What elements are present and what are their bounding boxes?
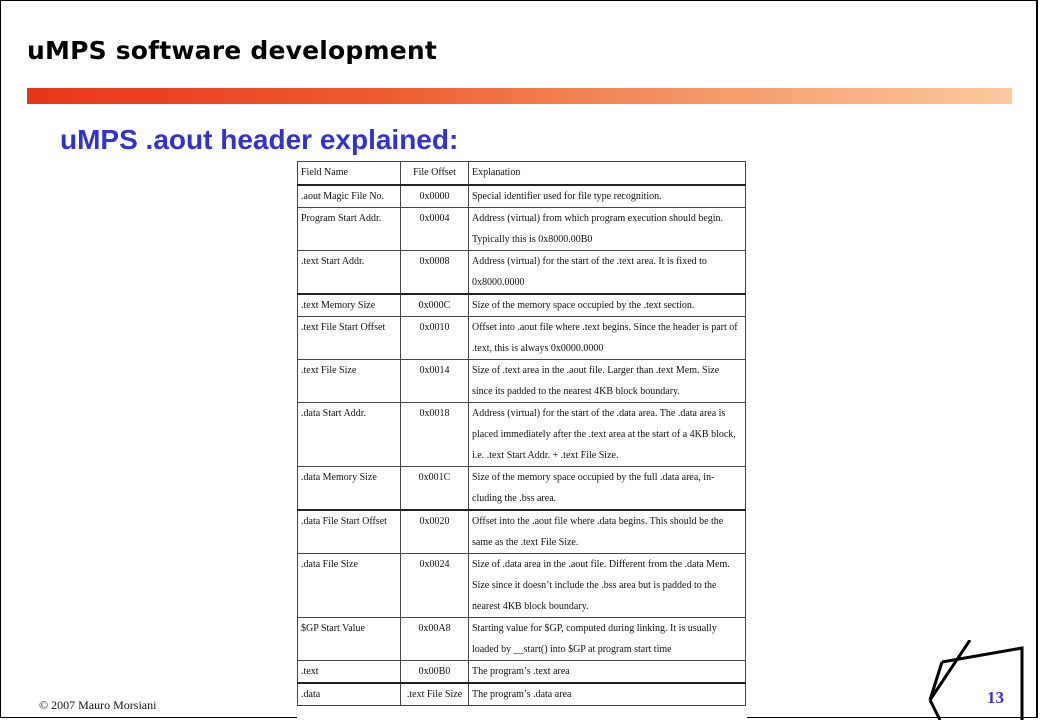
cell-file-offset: 0x001C	[401, 467, 469, 511]
cell-field-name: .text Memory Size	[298, 294, 401, 317]
cell-field-name: .data	[298, 683, 401, 706]
cell-file-offset: 0x0000	[401, 185, 469, 208]
page-number: 13	[987, 688, 1004, 707]
table-row	[298, 554, 746, 618]
cell-explanation: The program’s .text area	[469, 661, 746, 684]
footer-copyright: © 2007 Mauro Morsiani	[39, 698, 157, 712]
cell-field-name: .data File Size	[298, 554, 401, 618]
table-row	[298, 251, 746, 295]
table-row	[298, 294, 746, 317]
header-file-offset: File Offset	[401, 162, 469, 186]
cell-explanation: Size of the memory space occupied by the .text section.	[469, 294, 746, 317]
table-row	[298, 661, 746, 684]
table-row	[298, 618, 746, 661]
cell-explanation: Address (virtual) for the start of the .text area. It is fixed to 0x8000.0000	[469, 251, 746, 295]
table-row	[298, 360, 746, 403]
header-field-name: Field Name	[298, 162, 401, 186]
cell-field-name: .text File Start Offset	[298, 317, 401, 360]
table-header-row	[298, 162, 746, 186]
cell-field-name: .aout Magic File No.	[298, 185, 401, 208]
cell-field-name: .data File Start Offset	[298, 510, 401, 554]
cell-field-name: .data Memory Size	[298, 467, 401, 511]
slide-title: uMPS software development	[27, 36, 438, 65]
bullet-heading	[38, 124, 458, 156]
cell-file-offset: 0x000C	[401, 294, 469, 317]
cell-file-offset: 0x0004	[401, 208, 469, 251]
cell-field-name: .data Start Addr.	[298, 403, 401, 467]
cell-explanation: Offset into the .aout file where .data begins. This should be the same as the .text File Size.	[469, 510, 746, 554]
cell-field-name: Program Start Addr.	[298, 208, 401, 251]
cell-field-name: $GP Start Value	[298, 618, 401, 661]
cell-field-name: .text	[298, 661, 401, 684]
cell-explanation: Size of the memory space occupied by the full .data area, in- cluding the .bss area.	[469, 467, 746, 511]
cell-explanation: Starting value for $GP, computed during linking. It is usually loaded by __start() into $GP at program start time	[469, 618, 746, 661]
cell-explanation: Address (virtual) from which program execution should begin. Typically this is 0x8000.00B0	[469, 208, 746, 251]
table-row	[298, 208, 746, 251]
cell-file-offset: 0x0014	[401, 360, 469, 403]
cell-file-offset: 0x0008	[401, 251, 469, 295]
cell-file-offset: 0x00B0	[401, 661, 469, 684]
cell-explanation: The program’s .data area	[469, 683, 746, 706]
cell-explanation: Size of .data area in the .aout file. Different from the .data Mem. Size since it doesn’t include the .bss area but is padded to the nearest 4KB block boundary.	[469, 554, 746, 618]
cell-field-name: .text Start Addr.	[298, 251, 401, 295]
cell-explanation: Size of .text area in the .aout file. Larger than .text Mem. Size since its padded to the nearest 4KB block boundary.	[469, 360, 746, 403]
table-row	[298, 317, 746, 360]
cell-file-offset: 0x0024	[401, 554, 469, 618]
cell-file-offset: 0x00A8	[401, 618, 469, 661]
page-corner-graphic	[920, 640, 1032, 720]
aout-header-table-container	[297, 161, 747, 720]
cell-explanation: Offset into .aout file where .text begins. Since the header is part of .text, this is always 0x0000.0000	[469, 317, 746, 360]
header-explanation: Explanation	[469, 162, 746, 186]
aout-header-table	[297, 161, 746, 706]
table-row	[298, 185, 746, 208]
bullet-text: uMPS .aout header explained:	[60, 124, 459, 155]
table-row	[298, 403, 746, 467]
cell-explanation: Address (virtual) for the start of the .data area. The .data area is placed immediately after the .text area at the start of a 4KB block, i.e. .text Start Addr. + .text File Size.	[469, 403, 746, 467]
cell-explanation: Special identifier used for file type recognition.	[469, 185, 746, 208]
cell-file-offset: 0x0018	[401, 403, 469, 467]
table-row	[298, 683, 746, 706]
title-gradient-bar	[27, 88, 1012, 104]
cell-file-offset: .text File Size	[401, 683, 469, 706]
cell-file-offset: 0x0020	[401, 510, 469, 554]
cell-file-offset: 0x0010	[401, 317, 469, 360]
table-row	[298, 510, 746, 554]
table-row	[298, 467, 746, 511]
cell-field-name: .text File Size	[298, 360, 401, 403]
